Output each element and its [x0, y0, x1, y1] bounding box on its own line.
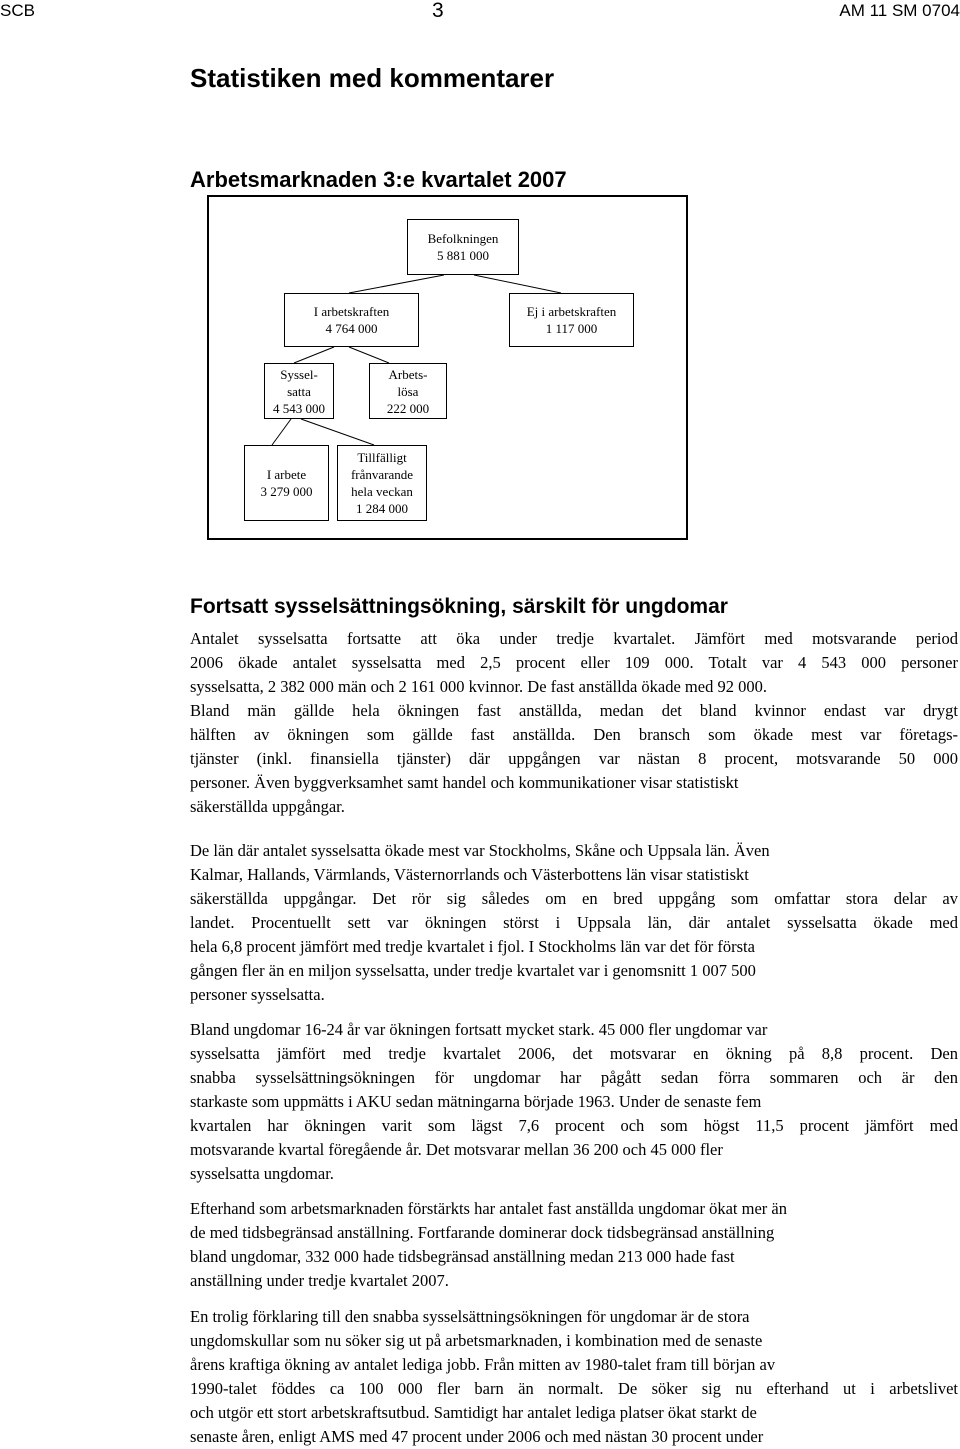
- node-population-value: 5 881 000: [437, 248, 489, 263]
- paragraph-2: [190, 839, 958, 1007]
- node-employed-label-2: satta: [287, 383, 311, 399]
- paragraph-line: Antalet sysselsatta fortsatte att öka under tredje kvartalet. Jämfört med motsvarande period: [190, 629, 958, 648]
- connector-employed-absent: [301, 419, 374, 445]
- node-employed-value: 4 543 000: [273, 400, 325, 416]
- paragraph-line: Efterhand som arbetsmarknaden förstärkts har antalet fast anställda ungdomar ökat mer än: [190, 1199, 787, 1218]
- node-unemployed-label-1: Arbets-: [388, 366, 428, 382]
- page-title: Statistiken med kommentarer: [190, 63, 555, 93]
- paragraph-line: anställning under tredje kvartalet 2007.: [190, 1271, 449, 1290]
- paragraph-line: Kalmar, Hallands, Värmlands, Västernorrlands och Västerbottens län visar statistiskt: [190, 865, 749, 884]
- paragraph-line: personer. Även byggverksamhet samt handel och kommunikationer visar statistiskt: [190, 773, 739, 792]
- paragraph-4: [190, 1197, 958, 1293]
- node-absent-value: 1 284 000: [356, 501, 408, 516]
- labour-market-diagram: [207, 195, 688, 540]
- paragraph-line: Bland män gällde hela ökningen fast anställda, medan det bland kvinnor endast var drygt: [190, 701, 958, 720]
- node-at-work-label: I arbete: [266, 467, 307, 482]
- paragraph-line: hälften av ökningen som gällde fast anställda. Den bransch som ökade mest var företags-: [190, 725, 958, 744]
- section-title: Arbetsmarknaden 3:e kvartalet 2007: [190, 167, 567, 192]
- node-unemployed-value: 222 000: [386, 400, 430, 416]
- connector-labourforce-employed: [294, 347, 334, 363]
- paragraph-line: kvartalen har ökningen varit som lägst 7,6 procent och som högst 11,5 procent jämfört med: [190, 1116, 958, 1135]
- node-absent-label-2: frånvarande: [350, 467, 414, 482]
- node-absent-label-3: hela veckan: [351, 484, 413, 499]
- paragraph-line: säkerställda uppgångar. Det rör sig således om en bred uppgång som omfattar stora delar av: [190, 889, 958, 908]
- header-left-text: SCB: [0, 1, 35, 20]
- paragraph-line: motsvarande kvartal föregående år. Det motsvarar mellan 36 200 och 45 000 fler: [190, 1140, 723, 1159]
- connector-population-notlabourforce: [474, 275, 561, 293]
- paragraph-line: tjänster (inkl. finansiella tjänster) där uppgången var nästan 8 procent, motsvarande 50 000: [190, 749, 958, 768]
- header-right-text: AM 11 SM 0704: [839, 1, 960, 20]
- node-at-work-value: 3 279 000: [260, 484, 313, 499]
- node-employed-label-1: Syssel-: [280, 366, 318, 382]
- node-unemployed: [369, 363, 447, 419]
- node-not-labour-force-label: Ej i arbetskraften: [526, 304, 617, 319]
- paragraph-1: [190, 627, 958, 819]
- node-employed: [264, 363, 334, 419]
- paragraph-line: Bland ungdomar 16-24 år var ökningen fortsatt mycket stark. 45 000 fler ungdomar var: [190, 1020, 768, 1039]
- page-number: 3: [432, 0, 444, 22]
- node-labour-force-label: I arbetskraften: [313, 304, 390, 319]
- paragraph-line: 2006 ökade antalet sysselsatta med 2,5 procent eller 109 000. Totalt var 4 543 000 personer: [190, 653, 958, 672]
- paragraph-line: En trolig förklaring till den snabba sysselsättningsökningen för ungdomar är de stora: [190, 1307, 750, 1326]
- paragraph-line: De län där antalet sysselsatta ökade mest var Stockholms, Skåne och Uppsala län. Även: [190, 841, 770, 860]
- paragraph-3: [190, 1018, 958, 1186]
- node-labour-force-value: 4 764 000: [325, 321, 378, 336]
- paragraph-line: säkerställda uppgångar.: [190, 797, 345, 816]
- node-at-work: [244, 445, 329, 521]
- paragraph-line: årens kraftiga ökning av antalet lediga jobb. Från mitten av 1980-talet fram till början av: [190, 1355, 776, 1374]
- paragraph-line: de med tidsbegränsad anställning. Fortfarande dominerar dock tidsbegränsad anställning: [190, 1223, 775, 1242]
- paragraph-line: senaste åren, enligt AMS med 47 procent under 2006 och med nästan 30 procent under: [190, 1427, 764, 1446]
- subheading: Fortsatt sysselsättningsökning, särskilt för ungdomar: [190, 595, 728, 618]
- paragraph-line: starkaste som uppmätts i AKU sedan mätningarna började 1963. Under de senaste fem: [190, 1092, 762, 1111]
- paragraph-line: landet. Procentuellt sett var ökningen störst i Uppsala län, där antalet sysselsatta ökade med: [190, 913, 958, 932]
- node-absent: [337, 445, 427, 521]
- connector-employed-atwork: [272, 419, 291, 445]
- node-absent-label-1: Tillfälligt: [357, 450, 407, 465]
- node-unemployed-label-2: lösa: [397, 383, 419, 399]
- paragraph-line: gången fler än en miljon sysselsatta, under tredje kvartalet var i genomsnitt 1 007 500: [190, 961, 756, 980]
- node-not-labour-force-value: 1 117 000: [545, 321, 598, 336]
- paragraph-line: bland ungdomar, 332 000 hade tidsbegränsad anställning medan 213 000 hade fast: [190, 1247, 735, 1266]
- connector-labourforce-unemployed: [349, 347, 389, 363]
- paragraph-line: personer sysselsatta.: [190, 985, 325, 1004]
- paragraph-line: hela 6,8 procent jämfört med tredje kvartalet i fjol. I Stockholms län var det för första: [190, 937, 755, 956]
- paragraph-line: snabba sysselsättningsökningen för ungdomar har pågått sedan förra sommaren och är den: [190, 1068, 958, 1087]
- paragraph-line: och utgör ett stort arbetskraftsutbud. Samtidigt har antalet lediga platser ökat starkt de: [190, 1403, 757, 1422]
- paragraph-5: [190, 1305, 958, 1449]
- paragraph-line: sysselsatta, 2 382 000 män och 2 161 000 kvinnor. De fast anställda ökade med 92 000.: [190, 677, 767, 696]
- connector-population-labourforce: [349, 275, 444, 293]
- node-not-labour-force: [509, 293, 634, 347]
- node-labour-force: [284, 293, 419, 347]
- paragraph-line: sysselsatta jämfört med tredje kvartalet 2006, det motsvarar en ökning på 8,8 procent. Den: [190, 1044, 958, 1063]
- paragraph-line: sysselsatta ungdomar.: [190, 1164, 334, 1183]
- node-population: [407, 219, 519, 275]
- paragraph-line: ungdomskullar som nu söker sig ut på arbetsmarknaden, i kombination med de senaste: [190, 1331, 763, 1350]
- paragraph-line: 1990-talet föddes ca 100 000 fler barn än normalt. De söker sig nu efterhand ut i arbetslivet: [190, 1379, 958, 1398]
- node-population-label: Befolkningen: [427, 231, 499, 246]
